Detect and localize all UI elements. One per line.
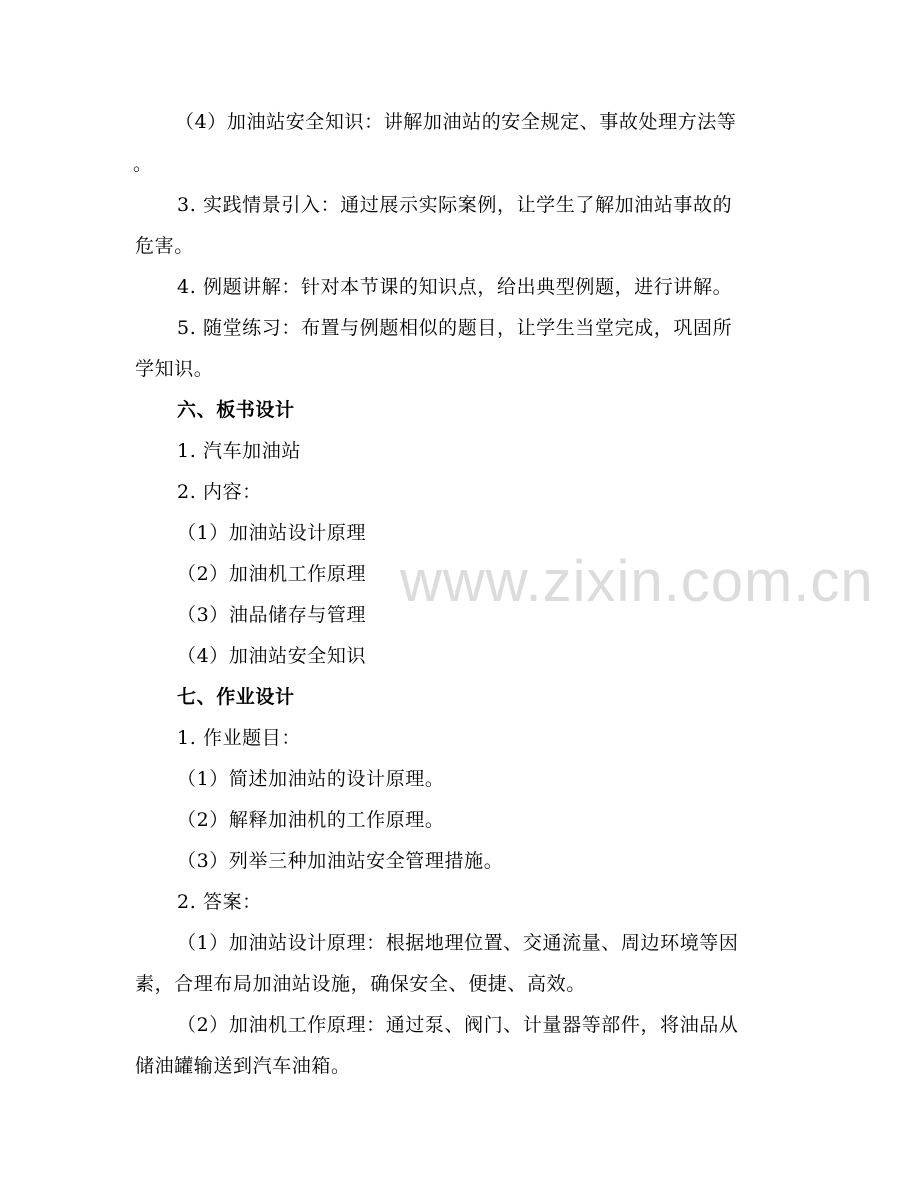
paragraph-line: （1）加油站设计原理：根据地理位置、交通流量、周边环境等因 <box>177 932 739 954</box>
paragraph-line: （2）加油机工作原理：通过泵、阀门、计量器等部件，将油品从 <box>177 1014 739 1036</box>
watermark-text: www.zixin.com.cn <box>400 549 874 614</box>
paragraph-line: 储油罐输送到汽车油箱。 <box>135 1055 351 1077</box>
section-heading-homework-design: 七、作业设计 <box>177 686 295 708</box>
list-item: （3）油品储存与管理 <box>177 604 367 626</box>
paragraph-line: 学知识。 <box>135 358 214 380</box>
list-item: （2）加油机工作原理 <box>177 563 367 585</box>
paragraph-line: 。 <box>133 153 153 175</box>
list-item: 1. 汽车加油站 <box>177 440 301 462</box>
list-item: 2. 答案： <box>177 891 262 913</box>
paragraph-line: 5. 随堂练习：布置与例题相似的题目，让学生当堂完成，巩固所 <box>177 317 733 339</box>
paragraph-line: 4. 例题讲解：针对本节课的知识点，给出典型例题，进行讲解。 <box>177 276 733 298</box>
paragraph-line: （4）加油站安全知识：讲解加油站的安全规定、事故处理方法等 <box>175 111 737 133</box>
list-item: （3）列举三种加油站安全管理措施。 <box>177 850 504 872</box>
list-item: （1）加油站设计原理 <box>177 522 367 544</box>
paragraph-line: 危害。 <box>135 235 194 257</box>
paragraph-line: 素，合理布局加油站设施，确保安全、便捷、高效。 <box>135 973 586 995</box>
list-item: （4）加油站安全知识 <box>177 645 367 667</box>
paragraph-line: 3. 实践情景引入：通过展示实际案例，让学生了解加油站事故的 <box>177 194 733 216</box>
list-item: 2. 内容： <box>177 481 262 503</box>
list-item: （2）解释加油机的工作原理。 <box>177 809 445 831</box>
list-item: 1. 作业题目： <box>177 727 301 749</box>
section-heading-board-design: 六、板书设计 <box>177 399 295 421</box>
list-item: （1）简述加油站的设计原理。 <box>177 768 445 790</box>
